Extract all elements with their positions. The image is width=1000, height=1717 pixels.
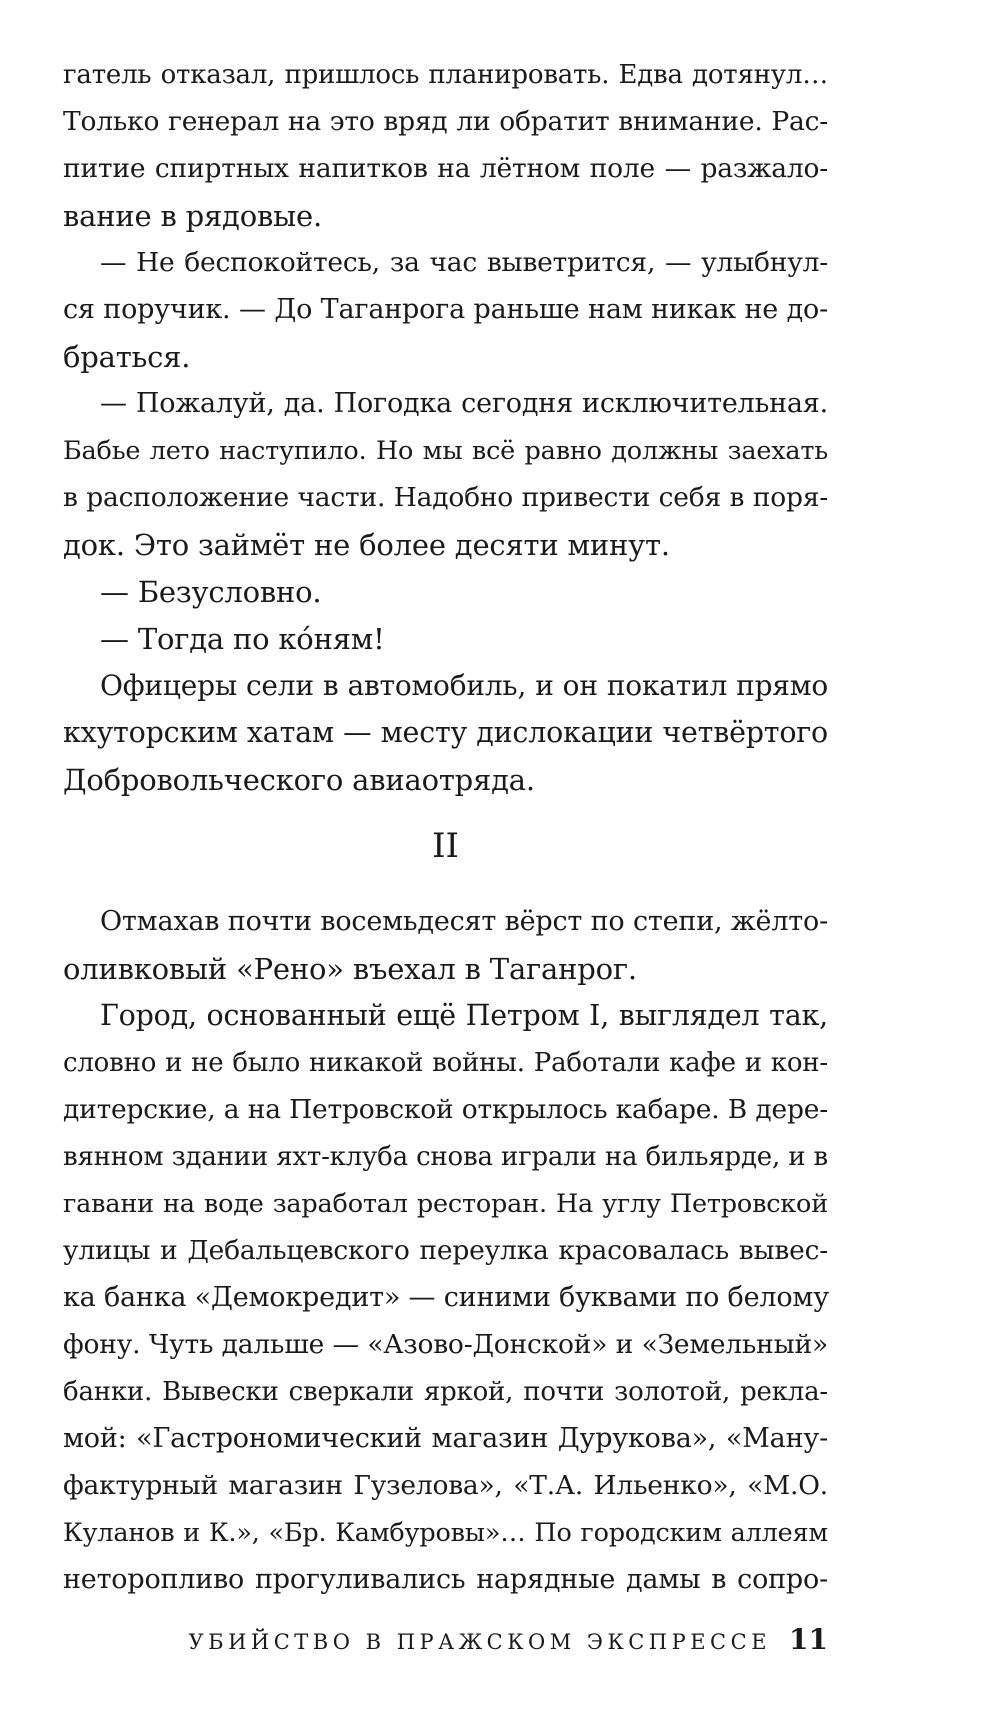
running-title: УБИЙСТВО В ПРАЖСКОМ ЭКСПРЕССЕ [188, 1630, 772, 1654]
text-line: банки. Вывески сверкали яркой, почти золотой, рекла- [63, 1377, 828, 1407]
text-line: вянном здании яхт-клуба снова играли на бильярде, и в [63, 1142, 828, 1172]
text-line: Только генерал на это вряд ли обратит внимание. Рас- [63, 106, 828, 137]
paragraph-first-line: Отмахав почти восемьдесят вёрст по степи, жёлто- [100, 906, 828, 937]
text-line: в расположение части. Надобно привести себя в поря- [63, 482, 828, 513]
page-footer [63, 1620, 828, 1660]
text-line: словно и не было никакой войны. Работали кафе и кон- [63, 1048, 828, 1078]
text-line: мой: «Гастрономический магазин Дурукова», «Ману- [63, 1423, 828, 1454]
dialogue-line: — Не беспокойтесь, за час выветрится, — улыбнул- [100, 247, 828, 278]
dialogue-line: — Тогда по ко́ням! [100, 622, 385, 656]
dialogue-line: — Безусловно. [100, 575, 322, 609]
text-line: питие спиртных напитков на лётном поле — разжало- [63, 153, 828, 184]
text-line: вание в рядовые. [63, 199, 322, 233]
paragraph-first-line: Город, основанный ещё Петром I, выглядел так, [100, 999, 828, 1032]
text-line: Куланов и К.», «Бр. Камбуровы»… По городским аллеям [63, 1518, 828, 1548]
text-line: фактурный магазин Гузелова», «Т.А. Ильенко», «М.О. [63, 1470, 828, 1501]
text-line: ся поручик. — До Таганрога раньше нам никак не до- [63, 294, 828, 325]
text-line: гавани на воде заработал ресторан. На углу Петровской [63, 1189, 828, 1219]
text-line: дитерские, а на Петровской открылось кабаре. В дере- [63, 1094, 828, 1125]
text-line: ка банка «Демокредит» — синими буквами по белому [63, 1282, 829, 1313]
text-line: браться. [63, 340, 191, 374]
text-line: фону. Чуть дальше — «Азово-Донской» и «Земельный» [63, 1329, 828, 1360]
dialogue-line: — Пожалуй, да. Погодка сегодня исключительная. [100, 388, 828, 419]
chapter-heading: II [432, 826, 459, 866]
text-line: оливковый «Рено» въехал в Таганрог. [63, 952, 637, 986]
text-line: Добровольческого авиаотряда. [63, 763, 535, 797]
text-line: гатель отказал, пришлось планировать. Едва дотянул… [63, 60, 828, 90]
page-number: 11 [789, 1623, 828, 1656]
text-line: неторопливо прогуливались нарядные дамы в сопро- [63, 1564, 828, 1595]
text-line: док. Это займёт не более десяти минут. [63, 528, 670, 562]
text-line: Бабье лето наступило. Но мы всё равно должны заехать [63, 436, 828, 466]
book-page [63, 0, 828, 1717]
text-line: кхуторским хатам — месту дислокации четвёртого [63, 716, 828, 749]
paragraph-first-line: Офицеры сели в автомобиль, и он покатил прямо [100, 669, 828, 702]
text-line: улицы и Дебальцевского переулка красовалась вывес- [63, 1235, 828, 1266]
